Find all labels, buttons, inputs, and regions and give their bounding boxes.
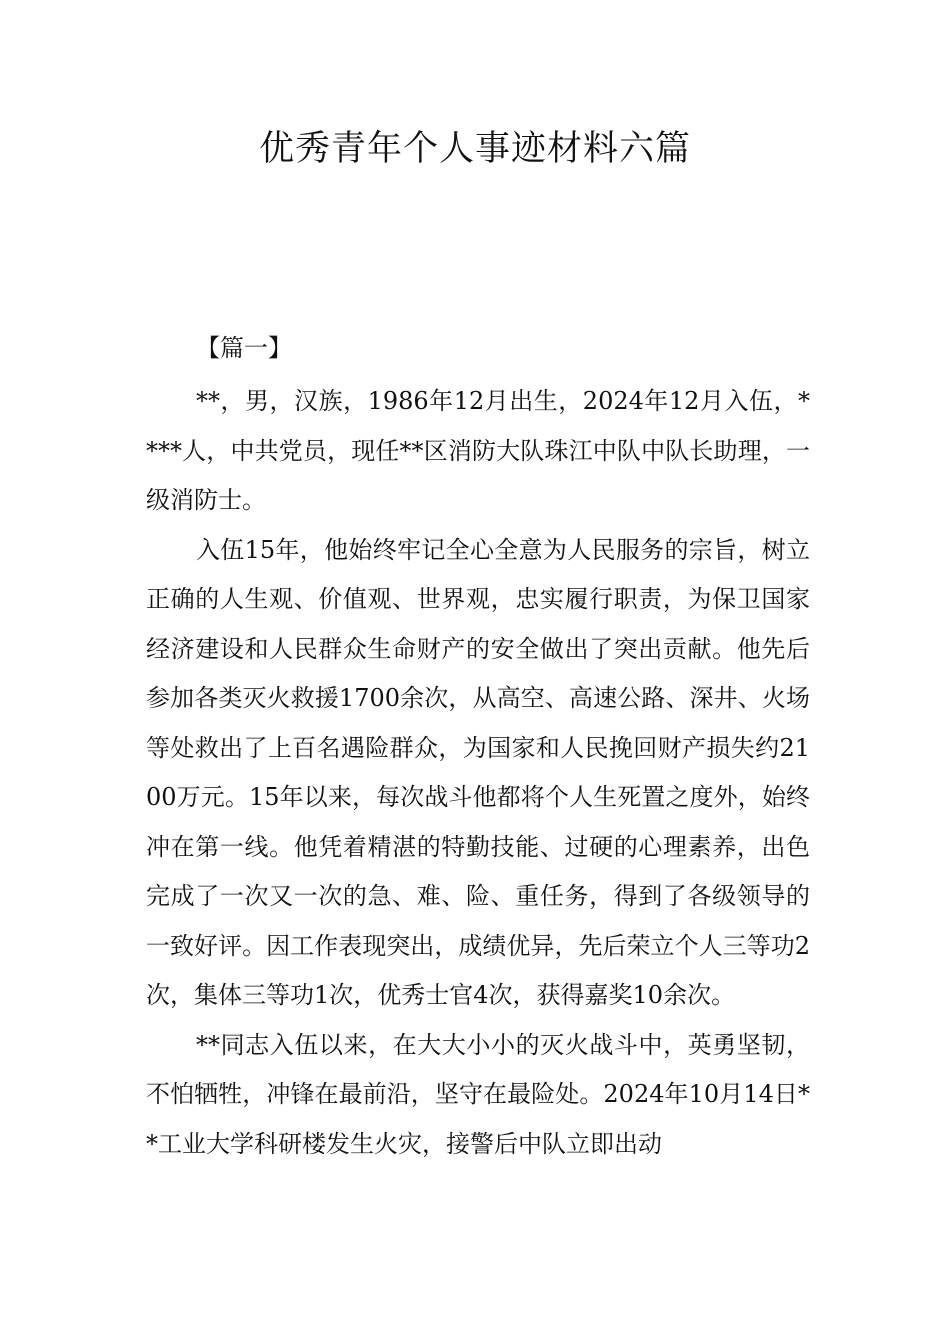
paragraph-personal-info: **，男，汉族，1986年12月出生，2024年12月入伍，****人，中共党员，现任**区消防大队珠江中队中队长助理，一级消防士。 xyxy=(146,387,810,514)
section-heading: 【篇一】 xyxy=(196,334,292,362)
document-title: 优秀青年个人事迹材料六篇 xyxy=(258,129,691,169)
document-body xyxy=(146,377,810,1169)
paragraph-service-record: 入伍15年，他始终牢记全心全意为人民服务的宗旨，树立正确的人生观、价值观、世界观，忠实履行职责，为保卫国家经济建设和人民群众生命财产的安全做出了突出贡献。他先后参加各类灭火救援1700余次，从高空、高速公路、深井、火场等处救出了上百名遇险群众，为国家和人民挽回财产损失约2100万元。15年以来，每次战斗他都将个人生死置之度外，始终冲在第一线。他凭着精湛的特勤技能、过硬的心理素养，出色完成了一次又一次的急、难、险、重任务，得到了各级领导的一致好评。因工作表现突出，成绩优异，先后荣立个人三等功2次，集体三等功1次，优秀士官4次，获得嘉奖10余次。 xyxy=(146,535,810,1009)
paragraph-firefighting-deeds: **同志入伍以来，在大大小小的灭火战斗中，英勇坚韧，不怕牺牲，冲锋在最前沿，坚守在最险处。2024年10月14日**工业大学科研楼发生火灾，接警后中队立即出动 xyxy=(146,1030,810,1158)
